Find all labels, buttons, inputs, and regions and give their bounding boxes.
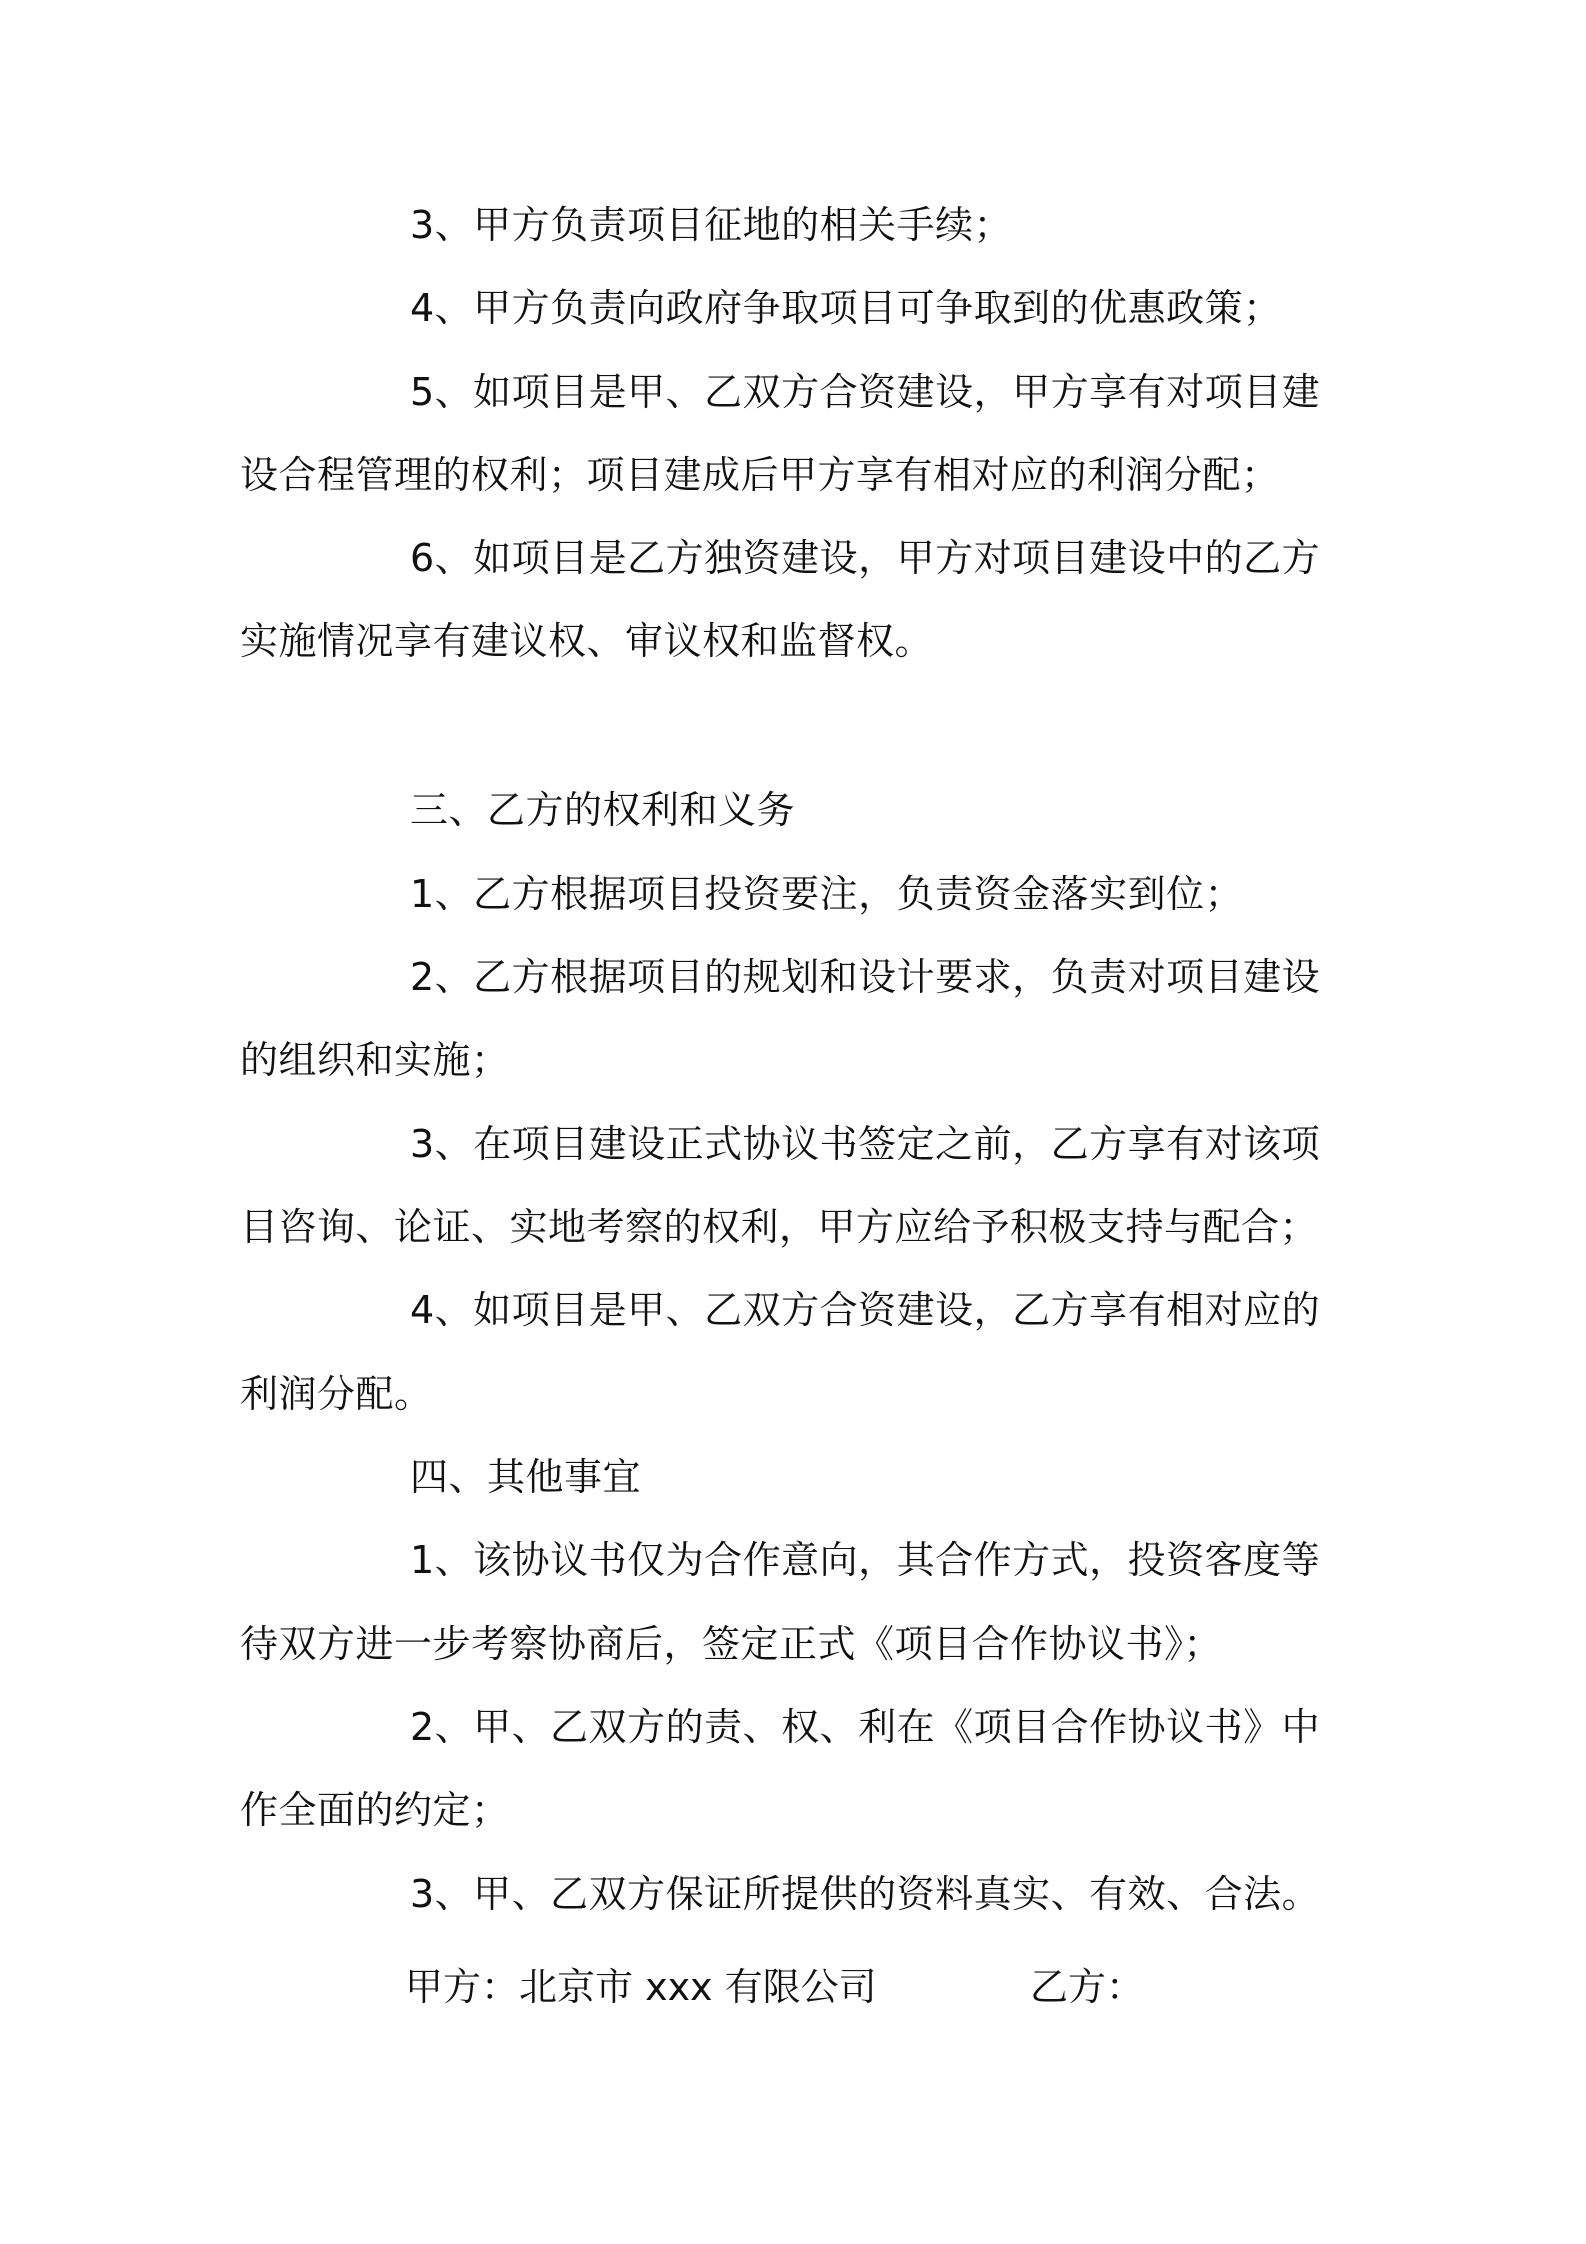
party-a-item-6-line-2: 实施情况享有建议权、审议权和监督权。 [240, 619, 934, 663]
party-b-item-4-line-2: 利润分配。 [240, 1372, 433, 1416]
other-item-2-line-1: 2、甲、乙双方的责、权、利在《项目合作协议书》中 [410, 1705, 1321, 1749]
party-a-item-5-line-1: 5、如项目是甲、乙双方合资建设，甲方享有对项目建 [410, 370, 1321, 414]
party-b-item-2-line-2: 的组织和实施； [240, 1038, 510, 1082]
other-item-3: 3、甲、乙双方保证所提供的资料真实、有效、合法。 [410, 1872, 1321, 1916]
other-item-1-line-2: 待双方进一步考察协商后，签定正式《项目合作协议书》； [240, 1622, 1223, 1666]
other-heading: 四、其他事宜 [410, 1455, 642, 1499]
other-item-1-line-1: 1、该协议书仅为合作意向，其合作方式，投资客度等 [410, 1538, 1321, 1582]
party-b-signature: 乙方： [1030, 1965, 1145, 2009]
party-a-item-4: 4、甲方负责向政府争取项目可争取到的优惠政策； [410, 286, 1282, 330]
party-b-item-3-line-2: 目咨询、论证、实地考察的权利，甲方应给予积极支持与配合； [240, 1205, 1319, 1249]
party-b-item-1: 1、乙方根据项目投资要注，负责资金落实到位； [410, 872, 1244, 916]
party-b-item-4-line-1: 4、如项目是甲、乙双方合资建设，乙方享有相对应的 [410, 1288, 1321, 1332]
party-b-item-2-line-1: 2、乙方根据项目的规划和设计要求，负责对项目建设 [410, 955, 1321, 999]
other-item-2-line-2: 作全面的约定； [240, 1788, 510, 1832]
party-b-item-3-line-1: 3、在项目建设正式协议书签定之前，乙方享有对该项 [410, 1122, 1321, 1166]
party-a-item-5-line-2: 设合程管理的权利；项目建成后甲方享有相对应的利润分配； [240, 453, 1280, 497]
party-b-heading: 三、乙方的权利和义务 [410, 788, 796, 832]
party-a-item-3: 3、甲方负责项目征地的相关手续； [410, 203, 1013, 247]
party-a-item-6-line-1: 6、如项目是乙方独资建设，甲方对项目建设中的乙方 [410, 536, 1321, 580]
party-a-signature: 甲方：北京市 xxx 有限公司 [405, 1965, 877, 2009]
